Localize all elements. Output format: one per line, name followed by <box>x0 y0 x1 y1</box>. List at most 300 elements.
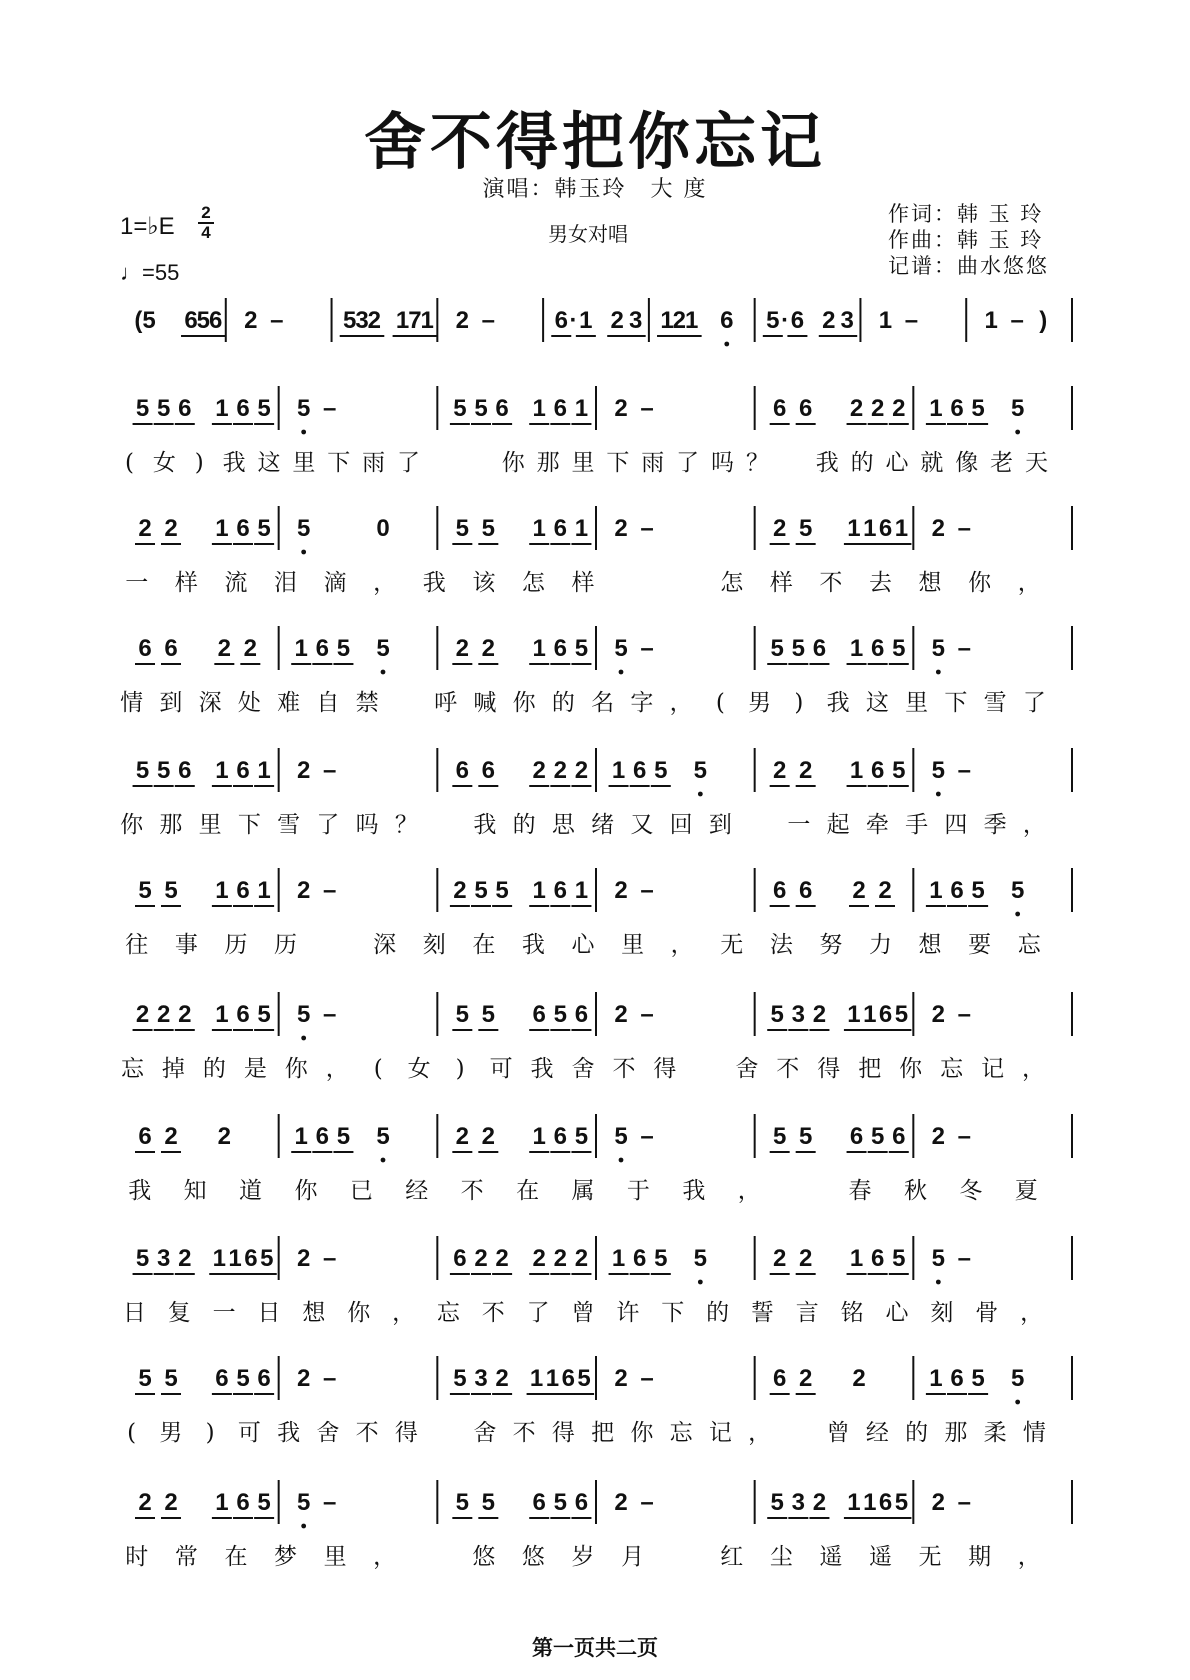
lyric-char: 的 <box>905 1420 929 1446</box>
note: 6 <box>950 1365 964 1392</box>
note: 2 <box>455 307 470 334</box>
note: 6 <box>553 1123 568 1150</box>
lyric-char: 你 <box>512 690 536 716</box>
note: 1 <box>878 307 893 334</box>
lyric-char: 不 <box>512 1420 536 1446</box>
lyric-char: 月 <box>621 1544 645 1570</box>
lyric-char: ， <box>669 690 693 716</box>
note: 7 <box>408 307 422 334</box>
lyric-char: ， <box>1017 570 1041 596</box>
note: 6 <box>236 395 250 422</box>
note: 1 <box>420 307 434 334</box>
note: 6 <box>236 877 250 904</box>
lyric-char: 雪 <box>983 690 1007 716</box>
lyric-char: 了 <box>526 1300 550 1326</box>
lyric-char: 手 <box>905 812 929 838</box>
note: 1 <box>574 395 589 422</box>
lyric-char: 怎 <box>720 570 744 596</box>
lyric-char: 不 <box>819 570 843 596</box>
note: 2 <box>481 1123 496 1150</box>
lyric-char: 雨 <box>641 450 665 476</box>
lyric-char: 四 <box>944 812 968 838</box>
note: 5 <box>894 1489 909 1516</box>
lyric-char: 女 <box>407 1056 431 1082</box>
lyric-char: 你 <box>968 570 992 596</box>
octave-dot <box>381 670 386 675</box>
lyric-char: 我 <box>422 570 446 596</box>
note: 6 <box>798 395 813 422</box>
lyric-char: 力 <box>868 932 892 958</box>
note: 6 <box>772 1365 787 1392</box>
lyric-char: 禁 <box>355 690 379 716</box>
lyric-char: 我 <box>530 1056 554 1082</box>
lyric-char: 名 <box>591 690 615 716</box>
lyric-char: 要 <box>968 932 992 958</box>
note: – <box>957 1489 972 1516</box>
lyric-char: ， <box>1017 1544 1041 1570</box>
time-signature-bottom: 4 <box>201 223 211 242</box>
lyric-char: 就 <box>920 450 944 476</box>
lyric-char: 男 <box>159 1420 183 1446</box>
note: 6 <box>178 757 192 784</box>
note: 1 <box>894 515 909 542</box>
note: 5 <box>156 757 171 784</box>
note: 5 <box>772 1123 787 1150</box>
lyric-char: 里 <box>292 450 316 476</box>
note: 6 <box>720 307 734 334</box>
note: 2 <box>135 1001 150 1028</box>
octave-dot <box>698 792 703 797</box>
lyric-char: 吗 <box>355 812 379 838</box>
note: 6 <box>495 395 509 422</box>
note: 5 <box>260 1245 274 1272</box>
lyric-char: 知 <box>183 1178 207 1204</box>
note: 2 <box>614 1001 628 1028</box>
note: 3 <box>474 1365 488 1392</box>
note: 5 <box>1010 395 1025 422</box>
note: 5 <box>971 877 985 904</box>
page-footer: 第一页共二页 <box>532 1635 658 1660</box>
octave-dot <box>936 1280 941 1285</box>
note: 6 <box>138 1123 152 1150</box>
note: 5 <box>693 757 708 784</box>
note: 6 <box>553 635 568 662</box>
lyric-char: 样 <box>571 570 595 596</box>
lyric-char: 无 <box>918 1544 942 1570</box>
note: 3 <box>355 307 369 334</box>
note: 2 <box>870 395 885 422</box>
lyric-char: ， <box>325 1056 349 1082</box>
note: 5 <box>892 1245 906 1272</box>
lyric-char: 季 <box>983 812 1007 838</box>
note: 1 <box>294 1123 308 1150</box>
lyric-char: ( <box>127 1420 137 1446</box>
note: 5 <box>135 395 150 422</box>
note: 1 <box>212 1245 226 1272</box>
note: 1 <box>532 1123 546 1150</box>
note: 5 <box>931 1245 946 1272</box>
note: 6 <box>554 307 568 334</box>
note: 5 <box>257 1001 271 1028</box>
note: 2 <box>367 307 381 334</box>
lyric-char: 在 <box>224 1544 248 1570</box>
lyric-char: 我 <box>815 450 839 476</box>
note: 5 <box>553 1001 568 1028</box>
note: 3 <box>791 1001 806 1028</box>
note: (5 <box>134 307 156 334</box>
note: – <box>322 757 337 784</box>
note: 2 <box>931 1123 946 1150</box>
lyric-char: 那 <box>536 450 560 476</box>
lyric-char: 尘 <box>769 1544 793 1570</box>
note: 5 <box>892 635 906 662</box>
lyric-char: ， <box>748 1420 772 1446</box>
lyric-char: 记 <box>981 1056 1005 1082</box>
note: 2 <box>852 877 866 904</box>
note: 5 <box>453 1365 467 1392</box>
lyric-char: 我 <box>473 812 497 838</box>
note: 1 <box>228 1245 242 1272</box>
note: 6 <box>178 395 192 422</box>
note: – <box>957 1245 972 1272</box>
octave-dot <box>301 550 306 555</box>
lyric-char: 历 <box>224 932 248 958</box>
octave-dot <box>936 670 941 675</box>
note: 1 <box>929 1365 943 1392</box>
note: 5 <box>296 1489 311 1516</box>
lyric-char: 属 <box>571 1178 595 1204</box>
lyric-char: 你 <box>294 1178 318 1204</box>
note: 2 <box>931 1489 946 1516</box>
lyric-char: 誓 <box>750 1300 774 1326</box>
note: – <box>322 395 337 422</box>
lyric-char: 遥 <box>868 1544 892 1570</box>
lyric-char: 悠 <box>472 1544 496 1570</box>
note: 6 <box>950 877 964 904</box>
lyric-char: 的 <box>706 1300 730 1326</box>
lyric-char: 忘 <box>940 1056 964 1082</box>
note: – <box>640 1489 654 1516</box>
lyric-char: 期 <box>968 1544 992 1570</box>
lyric-char: 像 <box>955 450 979 476</box>
lyric-char: ) <box>205 1420 215 1446</box>
note: 6 <box>553 395 568 422</box>
note: 1 <box>863 515 877 542</box>
lyric-char: 的 <box>551 690 575 716</box>
note: 6 <box>455 757 470 784</box>
note: 5 <box>481 1489 496 1516</box>
lyric-char: 把 <box>858 1056 882 1082</box>
note: 5 <box>971 1365 985 1392</box>
octave-dot <box>381 1158 386 1163</box>
note: 1 <box>579 307 593 334</box>
lyric-char: 夏 <box>1014 1178 1038 1204</box>
note: 6 <box>574 1001 589 1028</box>
lyric-char: 思 <box>551 812 575 838</box>
note: 5 <box>770 1489 784 1516</box>
lyric-char: 里 <box>905 690 929 716</box>
note: 5 <box>196 307 211 334</box>
note: 6 <box>561 1365 575 1392</box>
note: 5 <box>791 635 806 662</box>
note: 2 <box>296 1365 311 1392</box>
lyric-char: 下 <box>661 1300 685 1326</box>
lyric-char: 你 <box>630 1420 654 1446</box>
note: 6 <box>315 635 330 662</box>
note: 1 <box>395 307 410 334</box>
note: 2 <box>244 307 258 334</box>
lyric-char: 遥 <box>819 1544 843 1570</box>
lyric-char: 你 <box>501 450 525 476</box>
note: 5 <box>574 1123 589 1150</box>
note: 1 <box>215 757 229 784</box>
note: 6 <box>790 307 805 334</box>
lyric-char: 老 <box>990 450 1014 476</box>
lyric-char: 忘 <box>669 1420 693 1446</box>
lyric-char: ， <box>373 570 397 596</box>
note: 5 <box>296 515 311 542</box>
note: 6 <box>553 515 568 542</box>
note: 6 <box>236 515 250 542</box>
note: 6 <box>215 1365 229 1392</box>
note: 2 <box>532 757 546 784</box>
lyric-char: 柔 <box>983 1420 1007 1446</box>
note: 2 <box>610 307 624 334</box>
lyric-char: 忘 <box>120 1056 144 1082</box>
note: 5 <box>455 515 470 542</box>
octave-dot <box>619 1158 624 1163</box>
lyric-char: 曾 <box>571 1300 595 1326</box>
note: 2 <box>217 1123 232 1150</box>
note: 1 <box>574 877 589 904</box>
note: 5 <box>481 515 496 542</box>
lyric-char: ， <box>1020 1300 1044 1326</box>
note: 1 <box>847 515 861 542</box>
lyric-char: 许 <box>616 1300 640 1326</box>
lyric-char: 努 <box>819 932 843 958</box>
lyric-char: 心 <box>885 450 909 476</box>
note: 2 <box>849 395 864 422</box>
lyric-char: ) <box>455 1056 465 1082</box>
octave-dot <box>301 1036 306 1041</box>
note: – <box>640 395 654 422</box>
transcriber-credit: 记谱：曲水悠悠 <box>888 254 1049 278</box>
score-title: 舍不得把你忘记 <box>363 105 826 178</box>
note: 5 <box>654 1245 668 1272</box>
note: – <box>1010 307 1024 334</box>
note: 1 <box>294 635 308 662</box>
note: 5 <box>894 1001 909 1028</box>
note: 2 <box>474 1245 488 1272</box>
note: 1 <box>215 1489 229 1516</box>
octave-dot <box>698 1280 703 1285</box>
lyric-char: 你 <box>284 1056 308 1082</box>
lyric-char: 不 <box>481 1300 505 1326</box>
note: 5 <box>574 635 589 662</box>
lyric-char: 流 <box>224 570 248 596</box>
note: 2 <box>178 1245 192 1272</box>
octave-dot <box>724 342 729 347</box>
note: 2 <box>798 1245 813 1272</box>
lyric-char: 深 <box>198 690 222 716</box>
lyric-char: 梦 <box>274 1544 298 1570</box>
note: 1 <box>532 877 546 904</box>
note: 2 <box>164 515 178 542</box>
lyric-char: 一 <box>212 1300 236 1326</box>
note: – <box>957 635 972 662</box>
lyric-char: 不 <box>776 1056 800 1082</box>
note: 1 <box>863 1001 877 1028</box>
time-signature-top: 2 <box>201 203 211 222</box>
note: 2 <box>772 515 787 542</box>
note: 5 <box>376 1123 390 1150</box>
note: 1 <box>532 395 546 422</box>
lyric-char: 情 <box>1022 1420 1046 1446</box>
lyric-char: 雪 <box>277 812 301 838</box>
lyric-char: 下 <box>237 812 261 838</box>
lyric-char: 常 <box>174 1544 198 1570</box>
note: 2 <box>931 1001 946 1028</box>
lyric-char: 这 <box>865 690 889 716</box>
note: 2 <box>772 757 787 784</box>
note: 2 <box>164 1123 178 1150</box>
lyric-char: 里 <box>323 1544 347 1570</box>
lyric-char: 女 <box>152 450 176 476</box>
note: 2 <box>217 635 232 662</box>
note: 2 <box>178 1001 192 1028</box>
note: 2 <box>164 1489 178 1516</box>
note: 2 <box>812 1001 827 1028</box>
lyric-char: 舍 <box>316 1420 340 1446</box>
note: 2 <box>156 1001 171 1028</box>
note: 2 <box>772 1245 787 1272</box>
note: 2 <box>672 307 687 334</box>
lyric-char: 忘 <box>1017 932 1041 958</box>
lyric-char: 舍 <box>473 1420 497 1446</box>
lyric-char: 忘 <box>436 1300 460 1326</box>
lyric-char: 不 <box>355 1420 379 1446</box>
note: 5 <box>257 395 271 422</box>
note: 1 <box>545 1365 560 1392</box>
note: 5 <box>474 877 488 904</box>
note: 6 <box>138 635 152 662</box>
note: 6 <box>632 1245 647 1272</box>
note: 6 <box>812 635 827 662</box>
lyric-char: 那 <box>159 812 183 838</box>
note: 1 <box>611 757 626 784</box>
lyric-char: 历 <box>274 932 298 958</box>
note: 6 <box>236 757 250 784</box>
note: 5 <box>614 1123 628 1150</box>
lyric-char: 牵 <box>865 812 889 838</box>
note: 2 <box>553 757 568 784</box>
note: 1 <box>849 635 864 662</box>
lyric-char: 那 <box>944 1420 968 1446</box>
note: 5 <box>553 1489 568 1516</box>
lyric-char: 到 <box>708 812 732 838</box>
lyric-char: 里 <box>571 450 595 476</box>
note: 1 <box>611 1245 626 1272</box>
note: 5 <box>138 877 152 904</box>
note: 5 <box>870 1123 885 1150</box>
lyric-char: 我 <box>826 690 850 716</box>
note: – <box>640 1365 654 1392</box>
note: – <box>640 635 654 662</box>
note: 5 <box>766 307 780 334</box>
lyric-char: 在 <box>516 1178 540 1204</box>
note: 2 <box>798 757 813 784</box>
note: – <box>904 307 919 334</box>
note: – <box>322 1001 337 1028</box>
lyric-char: ？ <box>745 450 769 476</box>
lyric-char: 的 <box>202 1056 226 1082</box>
note: 3 <box>791 1489 806 1516</box>
note: 2 <box>296 1245 311 1272</box>
lyric-char: 得 <box>653 1056 677 1082</box>
note: 5 <box>654 757 668 784</box>
note: 5 <box>257 1489 271 1516</box>
note: 5 <box>693 1245 708 1272</box>
note: 5 <box>455 1489 470 1516</box>
lyric-char: ， <box>392 1300 416 1326</box>
lyric-char: 样 <box>769 570 793 596</box>
lyric-char: 的 <box>512 812 536 838</box>
lyric-char: 情 <box>120 690 144 716</box>
composer-credit: 作曲：韩 玉 玲 <box>888 228 1044 252</box>
lyricist-credit: 作词：韩 玉 玲 <box>888 202 1044 226</box>
lyric-char: 呼 <box>434 690 458 716</box>
lyric-char: 你 <box>899 1056 923 1082</box>
lyric-char: 道 <box>239 1178 263 1204</box>
lyric-char: 我 <box>277 1420 301 1446</box>
note: 6 <box>870 635 885 662</box>
note: ) <box>1039 307 1048 334</box>
note: 5 <box>296 1001 311 1028</box>
note: 2 <box>852 1365 866 1392</box>
note: 2 <box>614 395 628 422</box>
note: 6 <box>870 1245 885 1272</box>
lyric-char: 刻 <box>930 1300 954 1326</box>
note: 1 <box>215 515 229 542</box>
note: 2 <box>812 1489 827 1516</box>
note: 5 <box>614 635 628 662</box>
note: 2 <box>532 1245 546 1272</box>
lyric-char: ( <box>373 1056 383 1082</box>
note: – <box>640 1001 654 1028</box>
note: 1 <box>215 877 229 904</box>
lyric-char: ) <box>194 450 204 476</box>
note: 5 <box>455 1001 470 1028</box>
note: – <box>640 1123 654 1150</box>
note: 2 <box>878 877 892 904</box>
lyric-char: ， <box>373 1544 397 1570</box>
lyric-char: 舍 <box>571 1056 595 1082</box>
lyric-char: 去 <box>868 570 892 596</box>
lyric-char: 样 <box>174 570 198 596</box>
lyric-char: 想 <box>918 570 942 596</box>
octave-dot <box>936 792 941 797</box>
note: 2 <box>495 1245 509 1272</box>
note: 2 <box>614 1365 628 1392</box>
note: 3 <box>840 307 854 334</box>
lyric-char: 我 <box>682 1178 706 1204</box>
note: – <box>481 307 496 334</box>
note: 5 <box>931 635 946 662</box>
note: 5 <box>336 635 351 662</box>
note: 5 <box>343 307 357 334</box>
note: 6 <box>870 757 885 784</box>
note: 1 <box>529 1365 544 1392</box>
